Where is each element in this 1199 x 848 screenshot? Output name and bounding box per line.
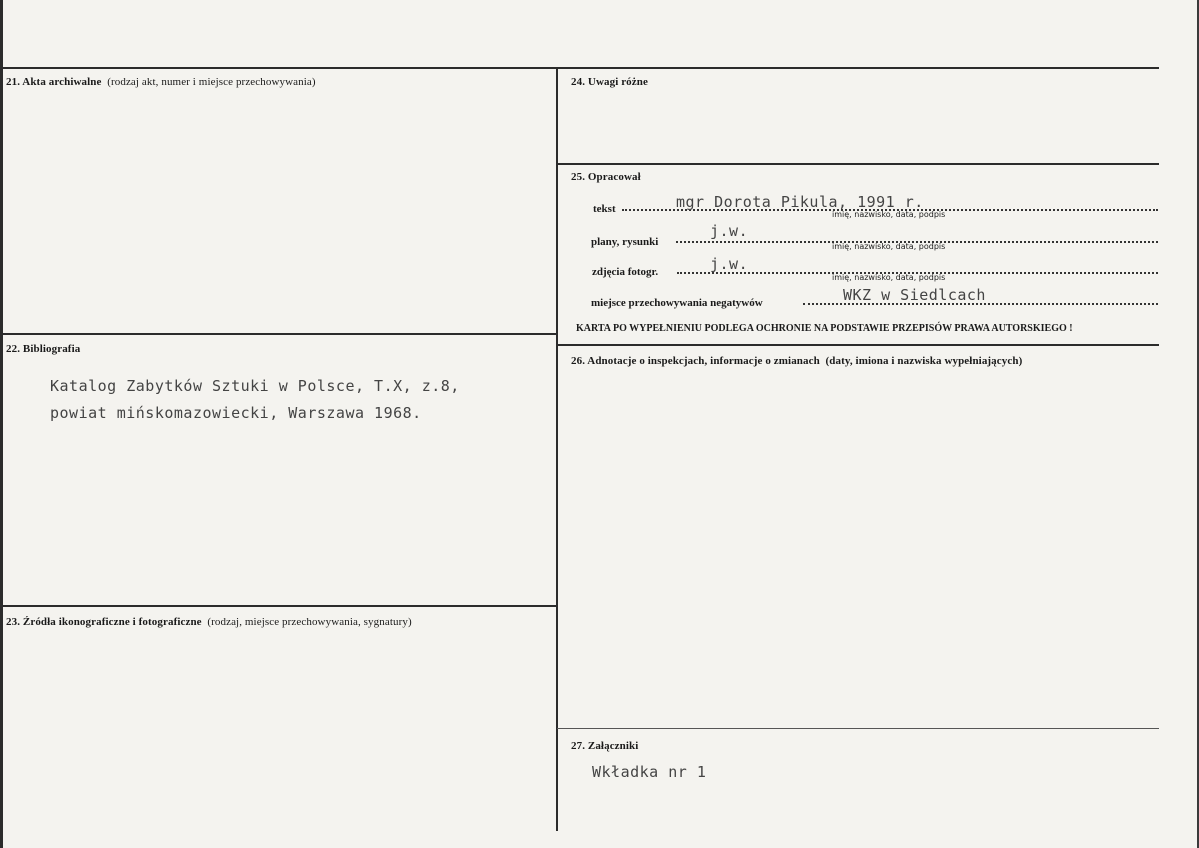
section-23-title-text: 23. Źródła ikonograficzne i fotograficzne [6,616,202,628]
rule-24-25 [557,163,1159,165]
bibliography-line-1: Katalog Zabytków Sztuki w Polsce, T.X, z.8, [50,377,460,395]
zdjecia-label: zdjęcia fotogr. [592,266,659,278]
plany-value: j.w. [710,222,749,240]
section-26-title-text: 26. Adnotacje o inspekcjach, informacje o zmianach [571,355,820,367]
section-21-title-text: 21. Akta archiwalne [6,76,102,88]
tekst-value: mgr Dorota Pikula, 1991 r. [676,193,924,211]
attachments-value: Wkładka nr 1 [592,763,707,781]
negatywy-value: WKZ w Siedlcach [843,286,986,304]
section-22-title: 22. Bibliografia [6,343,81,355]
section-27-title: 27. Załączniki [571,740,639,752]
plany-label: plany, rysunki [591,236,659,248]
section-24-title: 24. Uwagi różne [571,76,648,88]
section-23-hint: (rodzaj, miejsce przechowywania, sygnatury) [207,616,412,628]
zdjecia-value: j.w. [710,255,749,273]
rule-21-22 [0,333,557,335]
bibliography-line-2: powiat mińskomazowiecki, Warszawa 1968. [50,404,422,422]
section-26-hint: (daty, imiona i nazwiska wypełniających) [825,355,1023,367]
rule-25-26 [557,344,1159,346]
tekst-hint: imię, nazwisko, data, podpis [832,210,946,219]
rule-26-27 [557,728,1159,729]
plany-hint: imię, nazwisko, data, podpis [832,242,946,251]
card-left-edge [0,0,3,848]
section-21-hint: (rodzaj akt, numer i miejsce przechowywania) [107,76,316,88]
section-26-title [571,355,1022,367]
rule-22-23 [0,605,557,607]
section-23-title [6,616,412,628]
tekst-label: tekst [593,203,616,215]
negatywy-label: miejsce przechowywania negatywów [591,297,763,309]
top-rule [0,67,1159,69]
copyright-notice: KARTA PO WYPEŁNIENIU PODLEGA OCHRONIE NA PODSTAWIE PRZEPISÓW PRAWA AUTORSKIEGO ! [576,323,1073,334]
section-21-title [6,76,316,88]
zdjecia-hint: imię, nazwisko, data, podpis [832,273,946,282]
section-25-title: 25. Opracował [571,171,641,183]
center-divider [556,67,558,831]
